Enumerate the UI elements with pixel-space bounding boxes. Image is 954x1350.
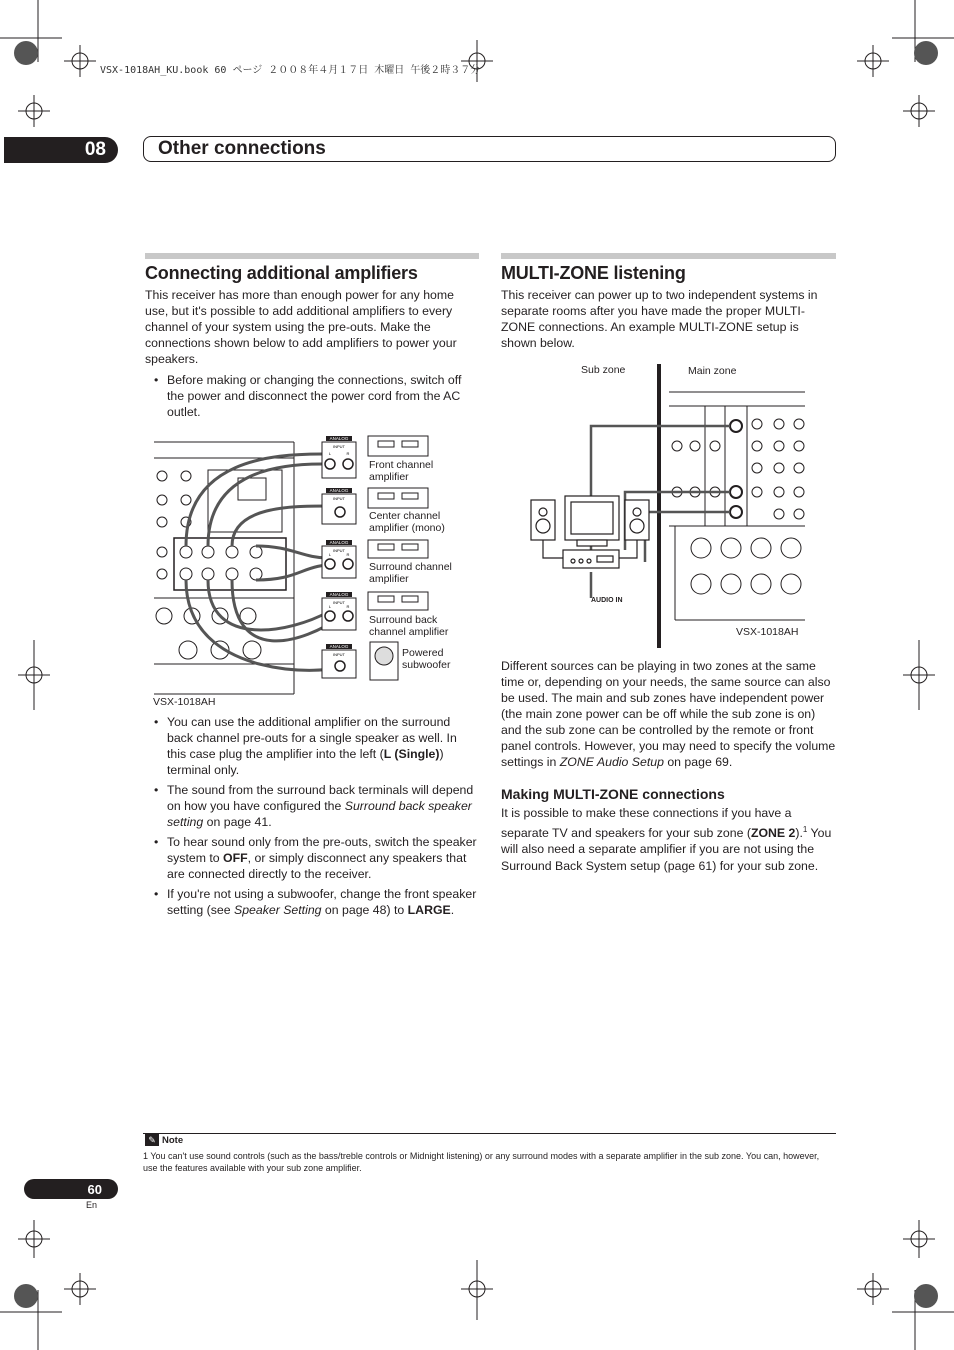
left-channel-label: L: [328, 604, 332, 609]
zone2-output-jacks: [730, 420, 742, 518]
section-title-multizone: MULTI-ZONE listening: [501, 263, 686, 283]
note-item-no-subwoofer: • If you're not using a subwoofer, change the front speaker setting (see Speaker Setting on page 48) to LARGE.: [145, 886, 479, 918]
amplifiers-notes-list: [145, 714, 479, 922]
section-title-amplifiers: Connecting additional amplifiers: [145, 263, 418, 283]
analog-label: ANALOG: [329, 488, 349, 494]
note-item-pre-outs-only: • To hear sound only from the pre-outs, switch the speaker system to OFF, or simply disconnect any speakers that are connected directly to the receiver.: [145, 834, 479, 882]
main-zone-label: Main zone: [688, 365, 737, 377]
chapter-title: Other connections: [143, 136, 836, 162]
amplifiers-precaution-list: [145, 372, 479, 424]
book-header-line: VSX-1018AH_KU.book 60 ページ ２００８年４月１７日 木曜日 午後２時３７分: [100, 65, 481, 76]
amplifier-cables: [186, 454, 342, 670]
footnote-ref: 1: [802, 824, 808, 834]
right-channel-label: R: [346, 451, 350, 456]
receiver-model-caption-left: VSX-1018AH: [153, 696, 216, 708]
left-channel-label: L: [328, 552, 332, 557]
making-connections-heading: Making MULTI-ZONE connections: [501, 786, 725, 802]
sub-zone-tv: [565, 496, 619, 546]
audio-in-label: AUDIO IN: [591, 597, 623, 604]
amplifiers-intro: This receiver has more than enough power for any home use, but it's possible to add additional amplifiers to every channel of your system using the pre-outs. Make the connections shown below to add amplifiers to power your speakers.: [145, 288, 457, 366]
precaution-item: • Before making or changing the connections, switch off the power and disconnect the power cord from the AC outlet.: [145, 372, 479, 420]
input-label: INPUT: [333, 600, 345, 605]
analog-label: ANALOG: [329, 540, 349, 546]
multizone-intro: This receiver can power up to two independent systems in separate rooms after you have made the proper MULTI-ZONE connections. An example MULTI-ZONE setup is shown below.: [501, 288, 818, 350]
note-divider: [143, 1133, 836, 1134]
input-label: INPUT: [333, 444, 345, 449]
section-bar-right: [501, 253, 836, 259]
center-amp-caption: Center channel amplifier (mono): [369, 510, 445, 534]
surround-amp-caption: Surround channel amplifier: [369, 561, 452, 585]
input-label: INPUT: [333, 496, 345, 501]
left-channel-label: L: [328, 451, 332, 456]
analog-label: ANALOG: [329, 644, 349, 650]
note-item-single-speaker: • You can use the additional amplifier on the surround back channel pre-outs for a single speaker as well. In this case plug the amplifier into the left (L (Single)) terminal only.: [145, 714, 479, 778]
note-icon: ✎: [145, 1134, 159, 1146]
chapter-number-tab: 08: [4, 137, 118, 163]
page-number: 60: [24, 1179, 118, 1199]
multizone-description: Different sources can be playing in two zones at the same time or, depending on your needs, the same source can also be used. The main and sub zones have independent power (the main zone power can be off while the sub zone is on) and the sub zone can be controlled by the remote or front panel controls. However, you may need to specify the volume settings in ZONE Audio Setup on page 69.: [501, 659, 836, 769]
section-bar-left: [145, 253, 479, 259]
surround-back-amp-caption: Surround back channel amplifier: [369, 614, 449, 638]
making-connections-text: It is possible to make these connections if you have a separate TV and speakers for your sub zone (ZONE 2).$^1$ You will also need a separate amplifier if you are not using the Surround Back System setup (page 61) for your sub zone.: [501, 806, 832, 873]
analog-label: ANALOG: [329, 436, 349, 442]
front-amp-caption: Front channel amplifier: [369, 459, 434, 483]
input-label: INPUT: [333, 652, 345, 657]
note-item-surround-back: • The sound from the surround back terminals will depend on how you have configured the Surround back speaker setting on page 41.: [145, 782, 479, 830]
note-label: Note: [162, 1134, 184, 1146]
right-channel-label: R: [346, 604, 350, 609]
sub-zone-label: Sub zone: [581, 364, 626, 376]
multizone-diagram: [525, 362, 815, 652]
language-code: En: [86, 1200, 98, 1210]
input-label: INPUT: [333, 548, 345, 553]
analog-label: ANALOG: [329, 592, 349, 598]
sub-zone-amplifier: [563, 550, 619, 568]
receiver-model-caption-right: VSX-1018AH: [736, 626, 799, 638]
subwoofer-caption: Powered subwoofer: [402, 647, 451, 671]
note-text: 1 You can't use sound controls (such as the bass/treble controls or Midnight listening) or any surround modes with a separate amplifier in the sub zone. You can, however, use the features available with your sub zone amplifier.: [143, 1151, 820, 1173]
note-header: [145, 1134, 183, 1146]
right-channel-label: R: [346, 552, 350, 557]
